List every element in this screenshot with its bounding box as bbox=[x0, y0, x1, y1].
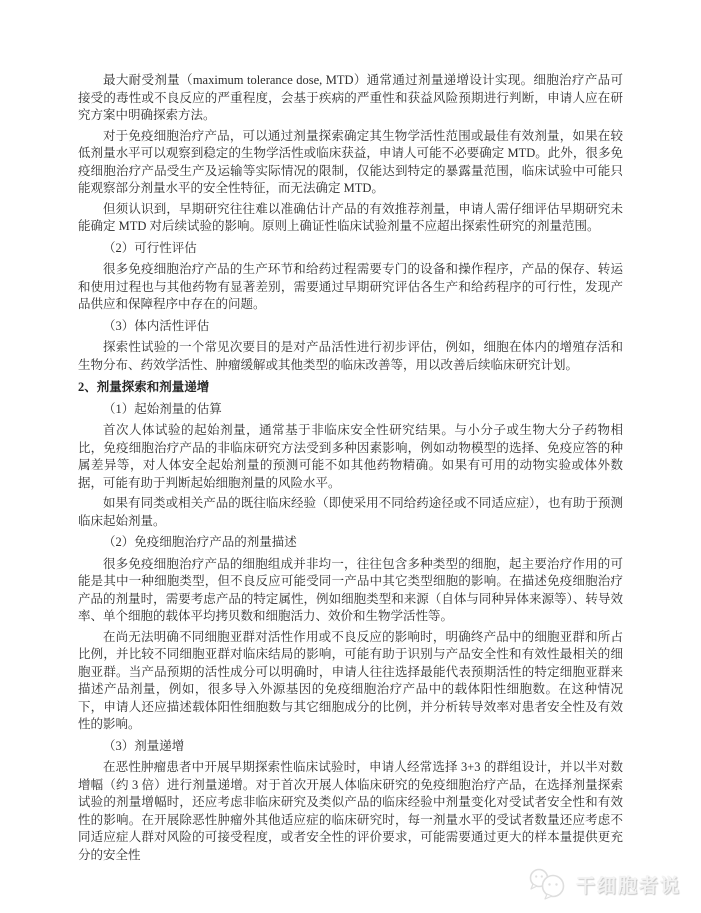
section-heading-dose-escalation: 2、剂量探索和剂量递增 bbox=[78, 380, 210, 394]
paragraph-feasibility: 很多免疫细胞治疗产品的生产环节和给药过程需要专门的设备和操作程序，产品的保存、转运和使用过程也与其他药物有显著差别，需要通过早期研究评估各生产和给药程序的可行性，发现产品供应和保障程序中存在的问题。 bbox=[78, 262, 623, 311]
paragraph-escalation-design: 在恶性肿瘤患者中开展早期探索性临床试验时，申请人经常选择 3+3 的群组设计，并以半对数增幅（约 3 倍）进行剂量递增。对于首次开展人体临床研究的免疫细胞治疗产品，在选择剂量探索试验的剂量增幅时，还应考虑非临床研究及类似产品的临床经验中剂量变化对受试者安全性和有效性的影响。在开展除恶性肿瘤外其他适应症的临床研究时，每一剂量水平的受试者数量还应考虑不同适应症人群对风险的可接受程度，或者安全性的评价要求，可能需要通过更大的样本量提供更充分的安全性 bbox=[78, 760, 623, 862]
paragraph-cell-subsets: 在尚无法明确不同细胞亚群对活性作用或不良反应的影响时，明确终产品中的细胞亚群和所占比例，并比较不同细胞亚群对临床结局的影响，可能有助于识别与产品安全性和有效性最相关的细胞亚群。当产品预期的活性成分可以明确时，申请人往往选择最能代表预期活性的特定细胞亚群来描述产品剂量，例如，很多导入外源基因的免疫细胞治疗产品中的载体阳性细胞数。在这种情况下，申请人还应描述载体阳性细胞数与其它细胞成分的比例，并分析转导效率对患者安全性及有效性的影响。 bbox=[78, 629, 623, 731]
subsection-heading-invivo: （3）体内活性评估 bbox=[103, 318, 210, 333]
paragraph-cell-composition: 很多免疫细胞治疗产品的细胞组成并非均一，往往包含多种类型的细胞，起主要治疗作用的可能是其中一种细胞类型，但不良反应可能受同一产品中其它类型细胞的影响。在描述免疫细胞治疗产品的剂量时，需要考虑产品的特定属性，例如细胞类型和来源（自体与同种异体来源等）、转导效率、单个细胞的载体平均拷贝数和细胞活力、效价和生物学活性等。 bbox=[78, 556, 623, 623]
paragraph-prior-experience: 如果有同类或相关产品的既往临床经验（即使采用不同给药途径或不同适应症），也有助于预测临床起始剂量。 bbox=[78, 496, 623, 528]
subsection-heading-start-dose: （1）起始剂量的估算 bbox=[103, 401, 222, 416]
subsection-heading-escalation: （3）剂量递增 bbox=[103, 738, 185, 753]
paragraph-early-research-note: 但须认识到，早期研究往往难以准确估计产品的有效推荐剂量，申请人需仔细评估早期研究未能确定 MTD 对后续试验的影响。原则上确证性临床试验剂量不应超出探索性研究的剂量范围。 bbox=[78, 201, 623, 233]
paragraph-immune-dose-range: 对于免疫细胞治疗产品，可以通过剂量探索确定其生物学活性范围或最佳有效剂量，如果在较低剂量水平可以观察到稳定的生物学活性或临床获益，申请人可能不必要确定 MTD。此外，很多免疫细胞治疗产品受生产及运输等实际情况的限制，仅能达到特定的暴露量范围，临床试验中可能只能观察部分剂量水平的安全性特征，而无法确定 MTD。 bbox=[78, 128, 623, 195]
chat-bubbles-icon bbox=[527, 867, 569, 901]
paragraph-mtd-intro: 最大耐受剂量（maximum tolerance dose, MTD）通常通过剂量递增设计实现。细胞治疗产品可接受的毒性或不良反应的严重程度，会基于疾病的严重性和获益风险预期进行判断，申请人应在研究方案中明确探索方法。 bbox=[78, 73, 623, 122]
paragraph-invivo-activity: 探索性试验的一个常见次要目的是对产品活性进行初步评估，例如，细胞在体内的增殖存活和生物分布、药效学活性、肿瘤缓解或其他类型的临床改善等，用以改善后续临床研究计划。 bbox=[78, 340, 623, 372]
brand-name: 干细胞者说 bbox=[575, 875, 681, 897]
brand-watermark bbox=[527, 867, 681, 901]
paragraph-start-dose: 首次人体试验的起始剂量，通常基于非临床安全性研究结果。与小分子或生物大分子药物相比，免疫细胞治疗产品的非临床研究方法受到多种因素影响，例如动物模型的选择、免疫应答的种属差异等，对人体安全起始剂量的预测可能不如其他药物精确。如果有可用的动物实验或体外数据，可能有助于判断起始细胞剂量的风险水平。 bbox=[78, 423, 623, 490]
document-body bbox=[78, 72, 623, 867]
subsection-heading-feasibility: （2）可行性评估 bbox=[103, 240, 197, 255]
subsection-heading-dose-description: （2）免疫细胞治疗产品的剂量描述 bbox=[103, 535, 297, 549]
